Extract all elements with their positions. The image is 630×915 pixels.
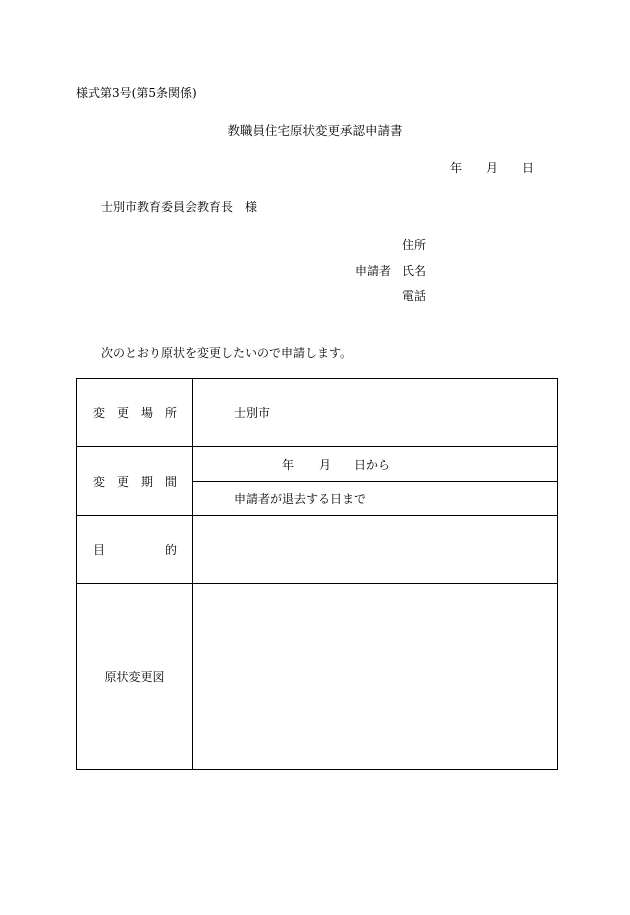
period-label [93,473,177,490]
period-end-value: 申請者が退去する日まで [234,492,367,506]
period-label-char: 間 [164,474,177,489]
period-start-row [77,447,558,482]
period-start-month: 月 [319,458,332,472]
diagram-label-cell [77,584,193,770]
location-label-cell [77,379,193,447]
diagram-value-cell[interactable] [193,584,558,770]
diagram-label: 原状変更図 [104,670,165,684]
purpose-label-char: 的 [164,543,177,557]
location-row [77,379,558,447]
period-start-year: 年 [282,458,295,472]
document-title: 教職員住宅原状変更承認申請書 [227,123,403,138]
location-label [93,404,177,421]
purpose-label [93,541,177,558]
location-label-char: 場 [140,406,153,420]
period-label-char: 期 [140,474,153,489]
application-table [76,378,558,770]
location-label-char: 更 [116,406,129,420]
location-label-char: 変 [93,406,106,420]
period-start-day: 日から [354,458,391,472]
diagram-row [77,584,558,770]
date-year-label: 年 [450,161,463,175]
date-day-label: 日 [522,161,535,175]
phone-label: 電話 [402,289,427,303]
location-value: 士別市 [234,406,271,420]
purpose-label-cell [77,516,193,584]
address-label: 住所 [402,238,427,252]
location-label-char: 所 [164,406,177,420]
location-value-cell[interactable] [193,379,558,447]
period-label-cell [77,447,193,516]
date-month-label: 月 [486,161,499,175]
period-label-char: 変 [93,474,106,489]
purpose-value-cell[interactable] [193,516,558,584]
period-start-cell[interactable] [193,447,558,482]
addressee: 士別市教育委員会教育長 様 [101,200,258,214]
name-label: 氏名 [402,264,427,278]
period-end-cell[interactable] [193,482,558,516]
applicant-label: 申請者 [355,264,392,278]
intro-text: 次のとおり原状を変更したいので申請します。 [101,346,353,360]
period-label-char: 更 [116,474,129,489]
form-number: 様式第3号(第5条関係) [76,86,197,100]
purpose-label-char: 目 [93,543,106,557]
purpose-row [77,516,558,584]
